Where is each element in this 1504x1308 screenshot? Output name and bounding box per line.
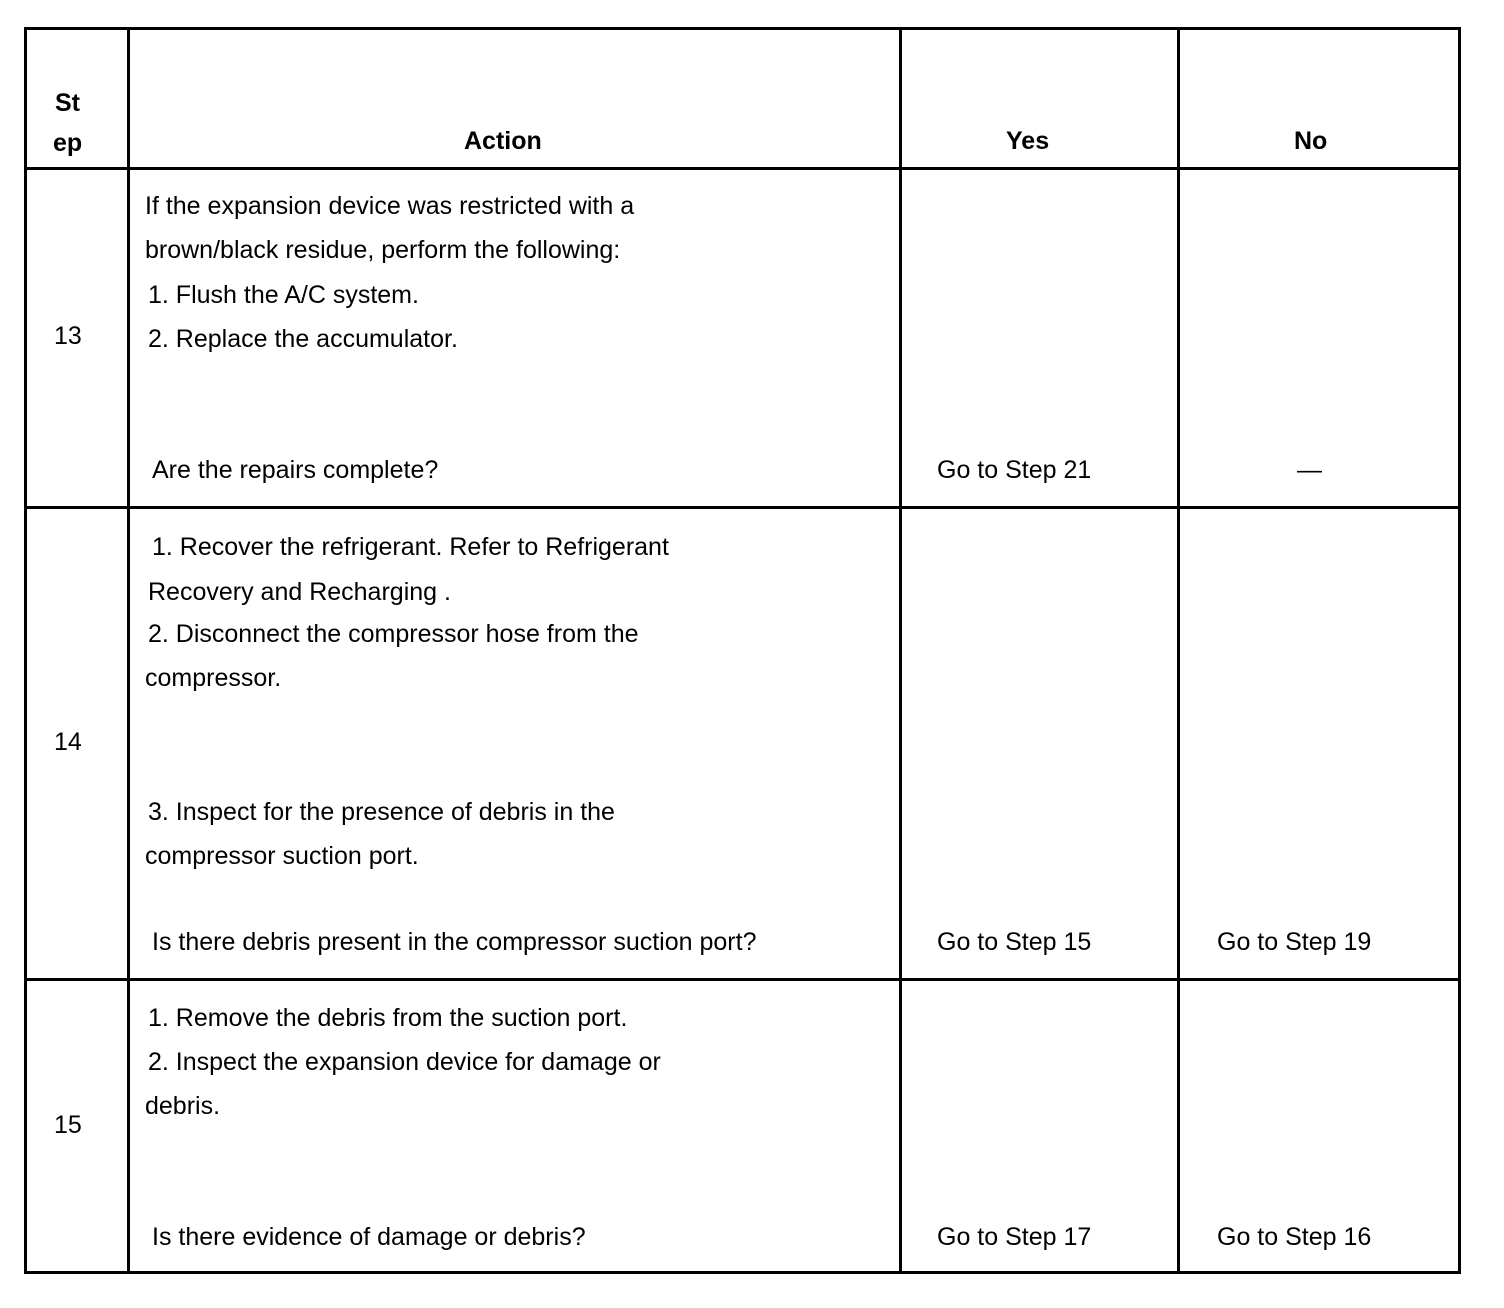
header-step-line2: ep [53, 129, 83, 157]
header-yes: Yes [1006, 127, 1050, 155]
step-14-action-line: 1. Recover the refrigerant. Refer to Refrigerant [152, 533, 669, 561]
step-14-action-line: Recovery and Recharging . [148, 578, 451, 606]
step-14-yes: Go to Step 15 [937, 928, 1092, 956]
column-divider-step [127, 30, 130, 1271]
step-14-no: Go to Step 19 [1217, 928, 1372, 956]
column-divider-yes [1177, 30, 1180, 1271]
step-15-action-line: 1. Remove the debris from the suction port. [148, 1004, 628, 1032]
step-14-action-line: compressor. [145, 664, 282, 692]
row-divider-header [27, 167, 1458, 170]
step-15-no: Go to Step 16 [1217, 1223, 1372, 1251]
header-step-line1: St [55, 89, 80, 117]
step-13-action-line: 1. Flush the A/C system. [148, 281, 419, 309]
step-15-question: Is there evidence of damage or debris? [152, 1223, 586, 1251]
step-15-action-line: 2. Inspect the expansion device for damage or [148, 1048, 661, 1076]
header-no: No [1294, 127, 1328, 155]
step-14-action-line: 3. Inspect for the presence of debris in the [148, 798, 615, 826]
step-15-action-line: debris. [145, 1092, 221, 1120]
step-13-yes: Go to Step 21 [937, 456, 1092, 484]
step-14-number: 14 [54, 728, 82, 756]
step-13-action-line: 2. Replace the accumulator. [148, 325, 458, 353]
row-divider-13 [27, 506, 1458, 509]
step-13-action-line: If the expansion device was restricted with a [145, 192, 635, 220]
column-divider-action [899, 30, 902, 1271]
step-13-no: — [1297, 456, 1322, 484]
step-14-action-line: 2. Disconnect the compressor hose from the [148, 620, 639, 648]
step-15-number: 15 [54, 1111, 82, 1139]
step-13-action-line: brown/black residue, perform the following: [145, 236, 621, 264]
step-13-number: 13 [54, 322, 82, 350]
step-14-question: Is there debris present in the compressor suction port? [152, 928, 757, 956]
step-15-yes: Go to Step 17 [937, 1223, 1092, 1251]
step-13-question: Are the repairs complete? [152, 456, 439, 484]
row-divider-14 [27, 978, 1458, 981]
header-action: Action [464, 127, 542, 155]
step-14-action-line: compressor suction port. [145, 842, 419, 870]
